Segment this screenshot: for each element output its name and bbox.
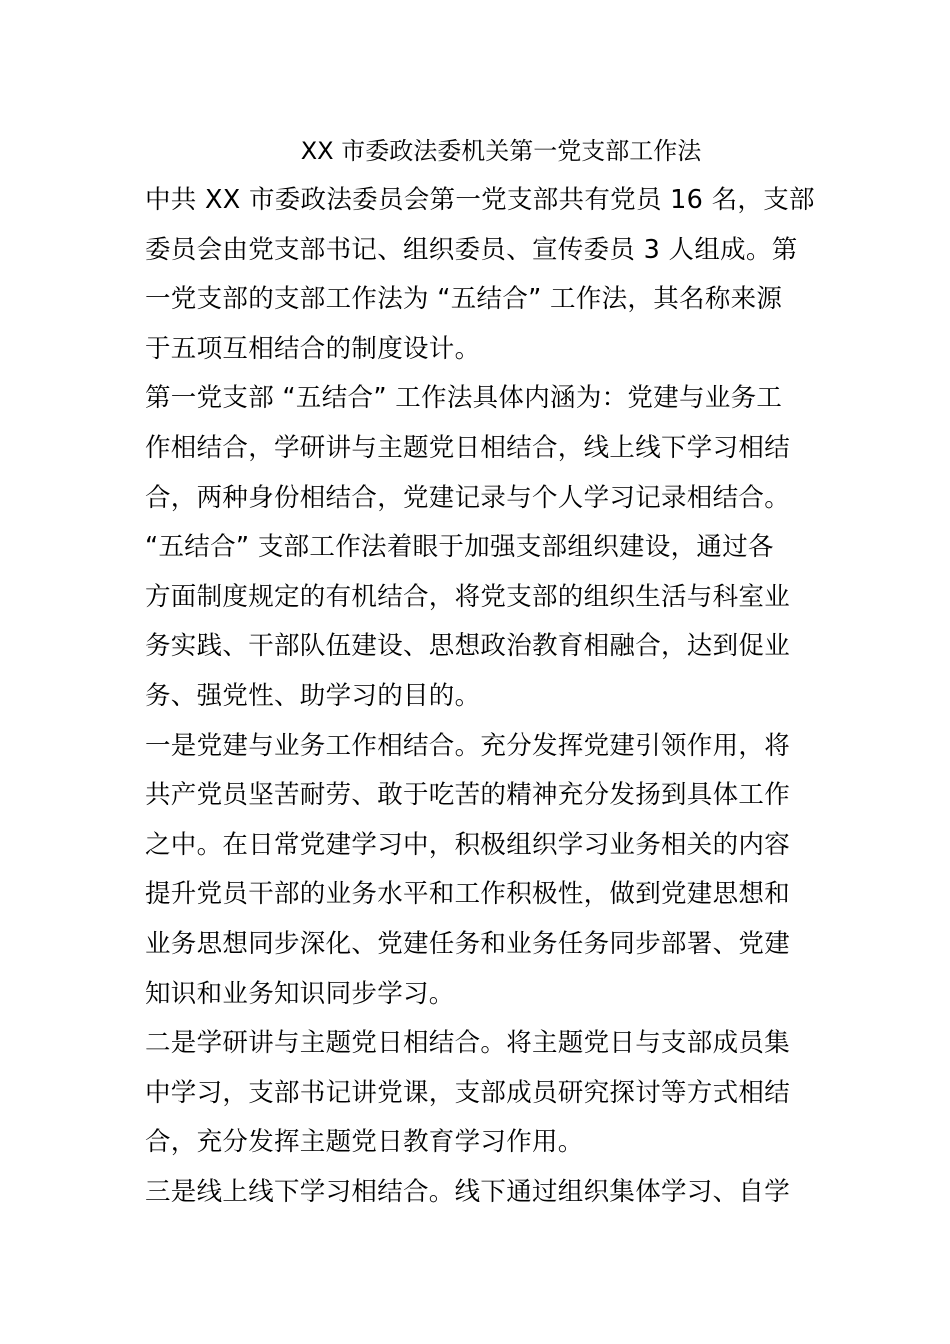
text-line: 知识和业务知识同步学习。 [145,978,455,1009]
text-line: 合，充分发挥主题党日教育学习作用。 [145,1127,584,1158]
text-line: 二是学研讲与主题党日相结合。将主题党日与支部成员集 [145,1028,791,1059]
text-line: 作相结合，学研讲与主题党日相结合，线上线下学习相结 [145,432,791,463]
text-line: 一党支部的支部工作法为 “五结合” 工作法，其名称来源 [145,284,783,315]
text-line: 一是党建与业务工作相结合。充分发挥党建引领作用，将 [145,730,791,761]
text-line: 务实践、干部队伍建设、思想政治教育相融合，达到促业 [145,631,791,662]
text-line: 业务思想同步深化、党建任务和业务任务同步部署、党建 [145,928,791,959]
text-line: 合，两种身份相结合，党建记录与个人学习记录相结合。 [145,482,791,513]
text-line: 方面制度规定的有机结合，将党支部的组织生活与科室业 [145,581,791,612]
document-title: XX 市委政法委机关第一党支部工作法 [300,137,702,165]
text-line: 之中。在日常党建学习中，积极组织学习业务相关的内容 [145,829,791,860]
document-body [145,176,815,1217]
text-line: 中学习，支部书记讲党课，支部成员研究探讨等方式相结 [145,1077,791,1108]
text-line: 委员会由党支部书记、组织委员、宣传委员 3 人组成。第 [145,234,798,265]
text-line: 中共 XX 市委政法委员会第一党支部共有党员 16 名，支部 [145,185,815,215]
text-line: 于五项互相结合的制度设计。 [145,333,481,364]
text-line: 共产党员坚苦耐劳、敢于吃苦的精神充分发扬到具体工作 [145,780,791,811]
text-line: “五结合” 支部工作法着眼于加强支部组织建设，通过各 [145,532,774,563]
text-line: 三是线上线下学习相结合。线下通过组织集体学习、自学 [145,1176,791,1207]
text-line: 第一党支部 “五结合” 工作法具体内涵为：党建与业务工 [145,383,783,414]
text-line: 提升党员干部的业务水平和工作积极性，做到党建思想和 [145,879,791,910]
text-line: 务、强党性、助学习的目的。 [145,680,481,711]
